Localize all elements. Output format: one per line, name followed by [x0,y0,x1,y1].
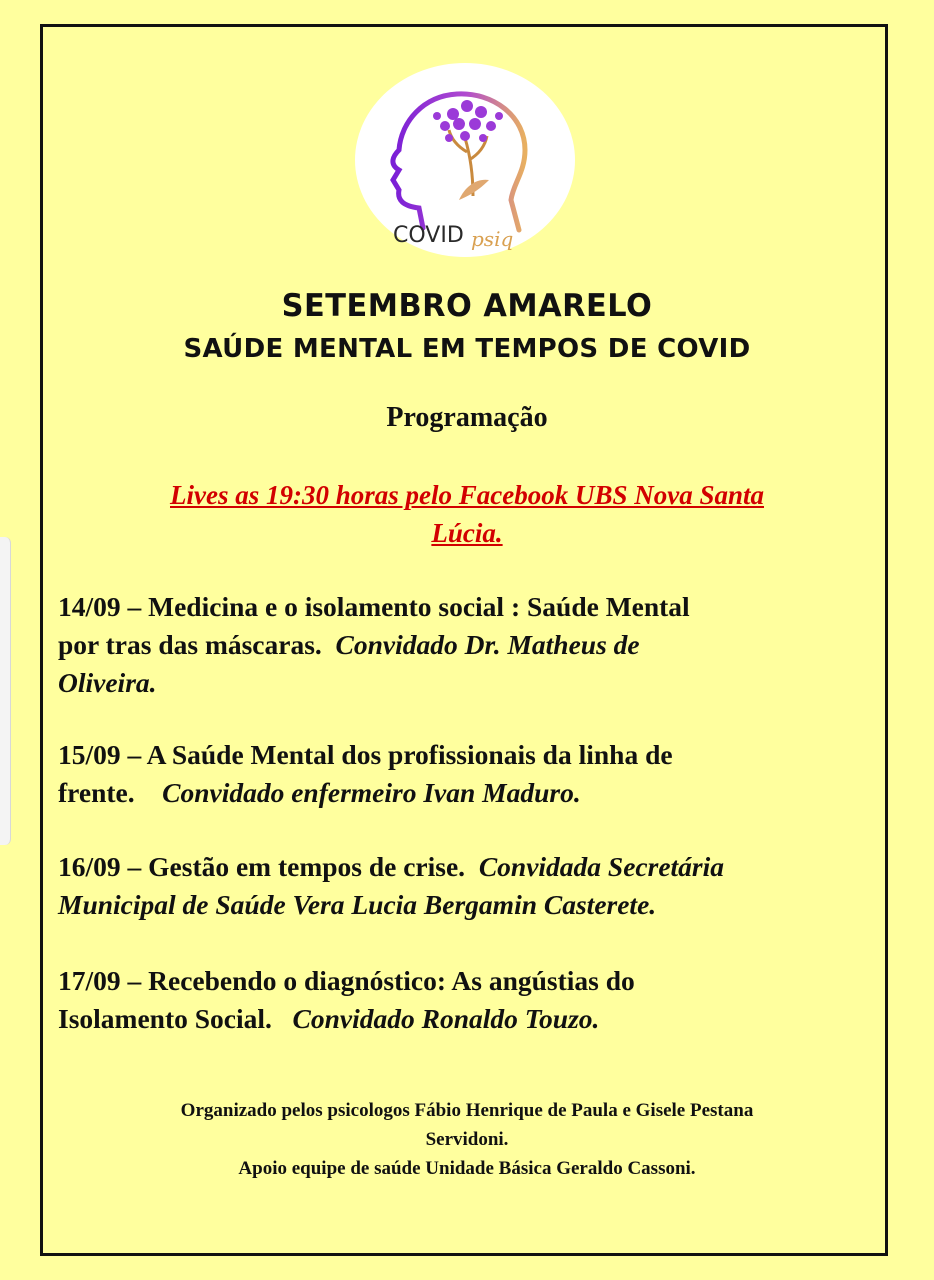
footer-line: Apoio equipe de saúde Unidade Básica Geraldo Cassoni. [238,1158,696,1179]
event-guest: Convidado Dr. Matheus de [335,629,640,660]
event-topic: Isolamento Social. [58,1003,293,1034]
event-line: 14/09 – Medicina e o isolamento social : Saúde Mental [58,591,690,622]
event-topic: frente. [58,777,163,808]
event-guest: Convidada Secretária [478,851,725,882]
programacao-heading: Programação [386,402,548,433]
page-title: SETEMBRO AMARELO [281,288,653,324]
page-subtitle: SAÚDE MENTAL EM TEMPOS DE COVID [183,334,751,364]
logo-text-main: COVID [393,223,464,248]
event-item [58,588,878,702]
event-item [58,962,878,1038]
event-line: 15/09 – A Saúde Mental dos profissionais da linha de [58,739,673,770]
event-line [58,774,878,812]
footer-line: Servidoni. [425,1129,509,1150]
event-line [58,626,878,664]
event-line [58,848,878,886]
event-guest: Convidado Ronaldo Touzo. [292,1003,600,1034]
footer-line: Organizado pelos psicologos Fábio Henrique de Paula e Gisele Pestana [180,1100,754,1121]
event-guest: Oliveira. [58,667,157,698]
left-edge-tab [0,537,11,845]
event-topic: por tras das máscaras. [58,629,336,660]
lives-announcement[interactable] [90,476,844,552]
covidpsiq-logo [353,60,577,260]
event-line [58,1000,878,1038]
event-guest: Convidado enfermeiro Ivan Maduro. [162,777,581,808]
event-line: 17/09 – Recebendo o diagnóstico: As angústias do [58,965,635,996]
event-item [58,848,878,924]
logo-text-sub: psiq [471,227,514,251]
event-topic: 16/09 – Gestão em tempos de crise. [58,851,479,882]
event-item [58,736,878,812]
lives-line-2: Lúcia. [431,518,503,548]
footer-credits [60,1096,874,1183]
event-guest: Municipal de Saúde Vera Lucia Bergamin Casterete. [58,889,657,920]
lives-line-1: Lives as 19:30 horas pelo Facebook UBS Nova Santa [170,480,764,510]
